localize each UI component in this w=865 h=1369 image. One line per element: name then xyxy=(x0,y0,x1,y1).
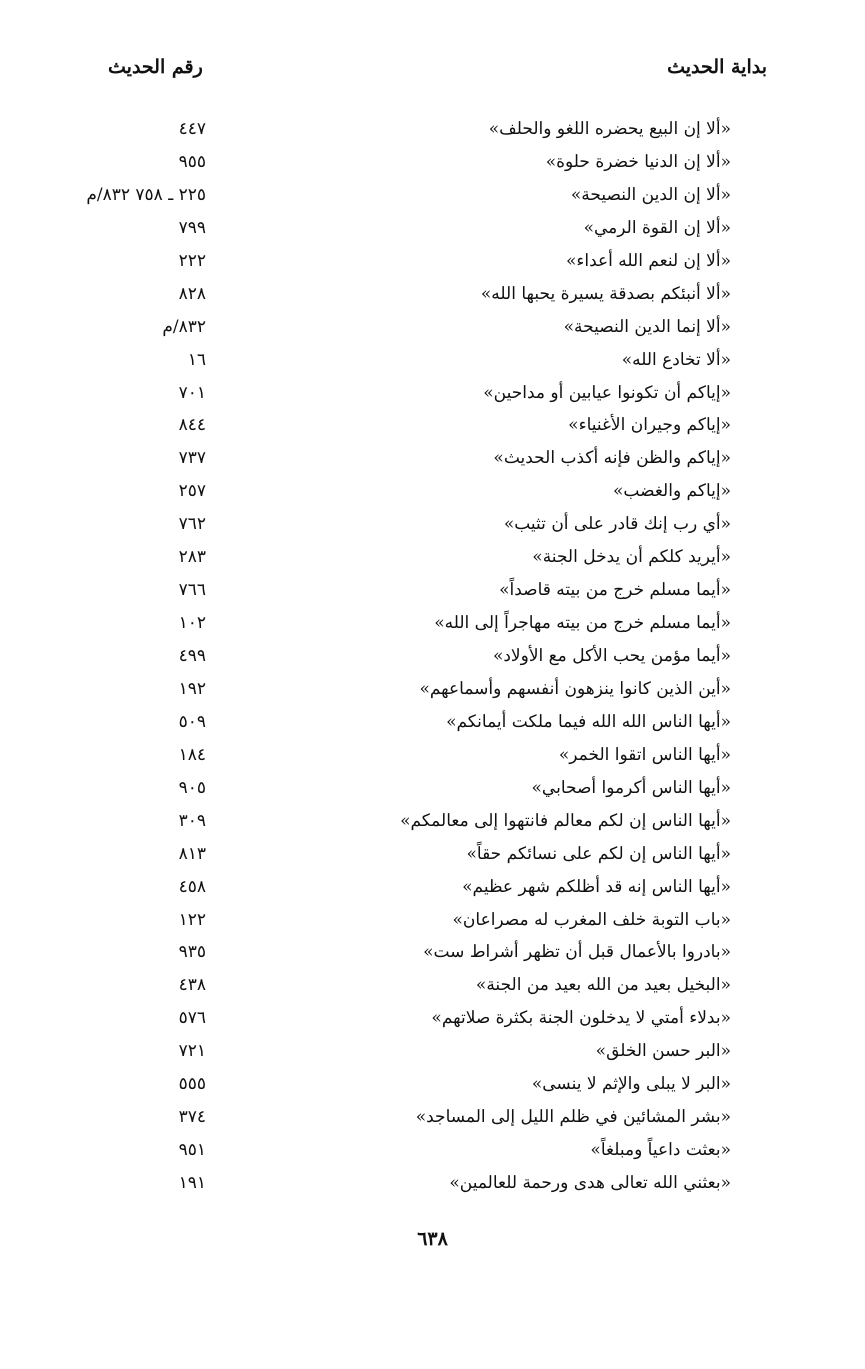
index-entry xyxy=(0,475,865,508)
hadith-start-text: «ألا إن القوة الرمي» xyxy=(583,217,731,238)
index-entry xyxy=(0,607,865,640)
hadith-number-column-heading: رقم الحديث xyxy=(108,56,203,78)
hadith-start-text: «أيها الناس إن لكم على نسائكم حقاً» xyxy=(466,843,731,864)
index-entry xyxy=(0,344,865,377)
index-entry xyxy=(0,838,865,871)
hadith-number: ٥٠٩ xyxy=(178,711,206,732)
index-entry xyxy=(0,640,865,673)
index-entry xyxy=(0,1101,865,1134)
hadith-number: ٤٣٨ xyxy=(178,975,206,996)
hadith-start-text: «البر حسن الخلق» xyxy=(595,1041,731,1062)
index-entry xyxy=(0,739,865,772)
index-entry xyxy=(0,179,865,212)
index-entry xyxy=(0,311,865,344)
hadith-number: ٨٢٨ xyxy=(178,283,206,304)
hadith-start-text: «ألا إن لنعم الله أعداء» xyxy=(565,250,731,271)
index-entry xyxy=(0,871,865,904)
hadith-start-text: «ألا إن الدين النصيحة» xyxy=(570,184,731,205)
hadith-start-text: «أيها الناس إن لكم معالم فانتهوا إلى معالمكم» xyxy=(400,810,731,831)
index-entry xyxy=(0,805,865,838)
hadith-start-text: «ألا إنما الدين النصيحة» xyxy=(563,316,731,337)
index-entry xyxy=(0,409,865,442)
index-entry xyxy=(0,541,865,574)
index-entry xyxy=(0,1002,865,1035)
hadith-number: ١٦ xyxy=(187,349,206,370)
hadith-number: ٧٢١ xyxy=(178,1041,206,1062)
index-entry xyxy=(0,278,865,311)
hadith-number: ٥٥٥ xyxy=(178,1074,206,1095)
hadith-number: ٧٦٢ xyxy=(178,514,206,535)
hadith-start-text: «البر لا يبلى والإثم لا ينسى» xyxy=(531,1074,731,1095)
hadith-number: ٤٤٧ xyxy=(178,119,206,139)
hadith-number: ٩٣٥ xyxy=(178,942,206,963)
index-entry xyxy=(0,442,865,475)
hadith-number: ٨١٣ xyxy=(178,843,206,864)
hadith-start-text: «ألا إن البيع يحضره اللغو والحلف» xyxy=(488,119,731,139)
hadith-start-text: «ألا أنبئكم بصدقة يسيرة يحبها الله» xyxy=(480,283,731,304)
index-entry xyxy=(0,508,865,541)
hadith-start-text: «بعثني الله تعالى هدى ورحمة للعالمين» xyxy=(449,1173,731,1193)
hadith-start-text: «أيها الناس اتقوا الخمر» xyxy=(558,744,731,765)
hadith-number: ٤٩٩ xyxy=(178,646,206,666)
hadith-start-text: «باب التوبة خلف المغرب له مصراعان» xyxy=(452,909,731,930)
hadith-number: ٥٧٦ xyxy=(178,1008,206,1029)
hadith-number: ٨٤٤ xyxy=(178,415,206,436)
hadith-start-text: «ألا إن الدنيا خضرة حلوة» xyxy=(545,151,731,172)
hadith-number: ٣٠٩ xyxy=(178,810,206,831)
hadith-number: ١٢٢ xyxy=(178,909,206,930)
index-entry xyxy=(0,706,865,739)
index-entry xyxy=(0,377,865,410)
index-entry xyxy=(0,1068,865,1101)
hadith-number: ٤٥٨ xyxy=(178,876,206,897)
hadith-number: ٩٠٥ xyxy=(178,777,206,798)
index-entry xyxy=(0,1134,865,1167)
hadith-start-text: «البخيل بعيد من الله بعيد من الجنة» xyxy=(475,975,731,996)
hadith-number: ٨٣٢/م xyxy=(162,316,206,337)
index-entry xyxy=(0,113,865,146)
index-entry xyxy=(0,1167,865,1200)
hadith-start-text: «أيها الناس الله الله فيما ملكت أيمانكم» xyxy=(446,711,731,732)
hadith-number: ٩٥١ xyxy=(178,1140,206,1161)
index-entry xyxy=(0,904,865,937)
hadith-number: ٢٨٣ xyxy=(178,547,206,568)
hadith-start-text: «بادروا بالأعمال قبل أن تظهر أشراط ست» xyxy=(423,942,731,963)
hadith-number: ١٩١ xyxy=(178,1173,206,1193)
hadith-start-text: «أي رب إنك قادر على أن تثيب» xyxy=(503,514,731,535)
index-entry xyxy=(0,146,865,179)
hadith-start-text: «أيها الناس أكرموا أصحابي» xyxy=(531,777,731,798)
index-entry xyxy=(0,772,865,805)
hadith-number: ٢٢٥ ـ ٧٥٨ ٨٣٢/م xyxy=(86,184,206,205)
hadith-number: ٧٣٧ xyxy=(178,448,206,469)
hadith-start-text: «أيما مسلم خرج من بيته قاصداً» xyxy=(499,580,731,601)
index-entry xyxy=(0,245,865,278)
hadith-start-text: «إياكم والظن فإنه أكذب الحديث» xyxy=(493,448,731,469)
hadith-index-list xyxy=(0,113,865,1200)
hadith-start-text: «أيما مؤمن يحب الأكل مع الأولاد» xyxy=(492,646,731,666)
hadith-start-text: «بعثت داعياً ومبلغاً» xyxy=(590,1140,731,1161)
page-number: ٦٣٨ xyxy=(417,1228,448,1250)
hadith-number: ٧٠١ xyxy=(178,382,206,403)
hadith-start-text: «أيها الناس إنه قد أظلكم شهر عظيم» xyxy=(462,876,731,897)
hadith-number: ١٨٤ xyxy=(178,744,206,765)
hadith-start-text: «بدلاء أمتي لا يدخلون الجنة بكثرة صلاتهم» xyxy=(431,1008,731,1029)
hadith-number: ٢٢٢ xyxy=(178,250,206,271)
hadith-number: ١٩٢ xyxy=(178,678,206,699)
index-entry xyxy=(0,212,865,245)
hadith-number: ٧٦٦ xyxy=(178,580,206,601)
index-entry xyxy=(0,673,865,706)
hadith-start-text: «ألا تخادع الله» xyxy=(621,349,731,370)
hadith-number: ٣٧٤ xyxy=(178,1107,206,1128)
hadith-start-text: «أين الذين كانوا ينزهون أنفسهم وأسماعهم» xyxy=(419,678,731,699)
index-entry xyxy=(0,936,865,969)
hadith-start-text: «إياكم وجيران الأغنياء» xyxy=(568,415,731,436)
hadith-number: ٩٥٥ xyxy=(178,151,206,172)
hadith-start-text: «إياكم والغضب» xyxy=(613,481,731,502)
hadith-start-text: «إياكم أن تكونوا عيابين أو مداحين» xyxy=(483,382,731,403)
hadith-start-text: «أيريد كلكم أن يدخل الجنة» xyxy=(532,547,731,568)
index-entry xyxy=(0,1035,865,1068)
table-header xyxy=(0,56,865,88)
hadith-number: ٢٥٧ xyxy=(178,481,206,502)
hadith-number: ٧٩٩ xyxy=(178,217,206,238)
hadith-start-text: «بشر المشائين في ظلم الليل إلى المساجد» xyxy=(415,1107,731,1128)
index-entry xyxy=(0,574,865,607)
index-entry xyxy=(0,969,865,1002)
hadith-start-column-heading: بداية الحديث xyxy=(667,56,767,78)
hadith-number: ١٠٢ xyxy=(178,613,206,634)
hadith-start-text: «أيما مسلم خرج من بيته مهاجراً إلى الله» xyxy=(434,613,731,634)
